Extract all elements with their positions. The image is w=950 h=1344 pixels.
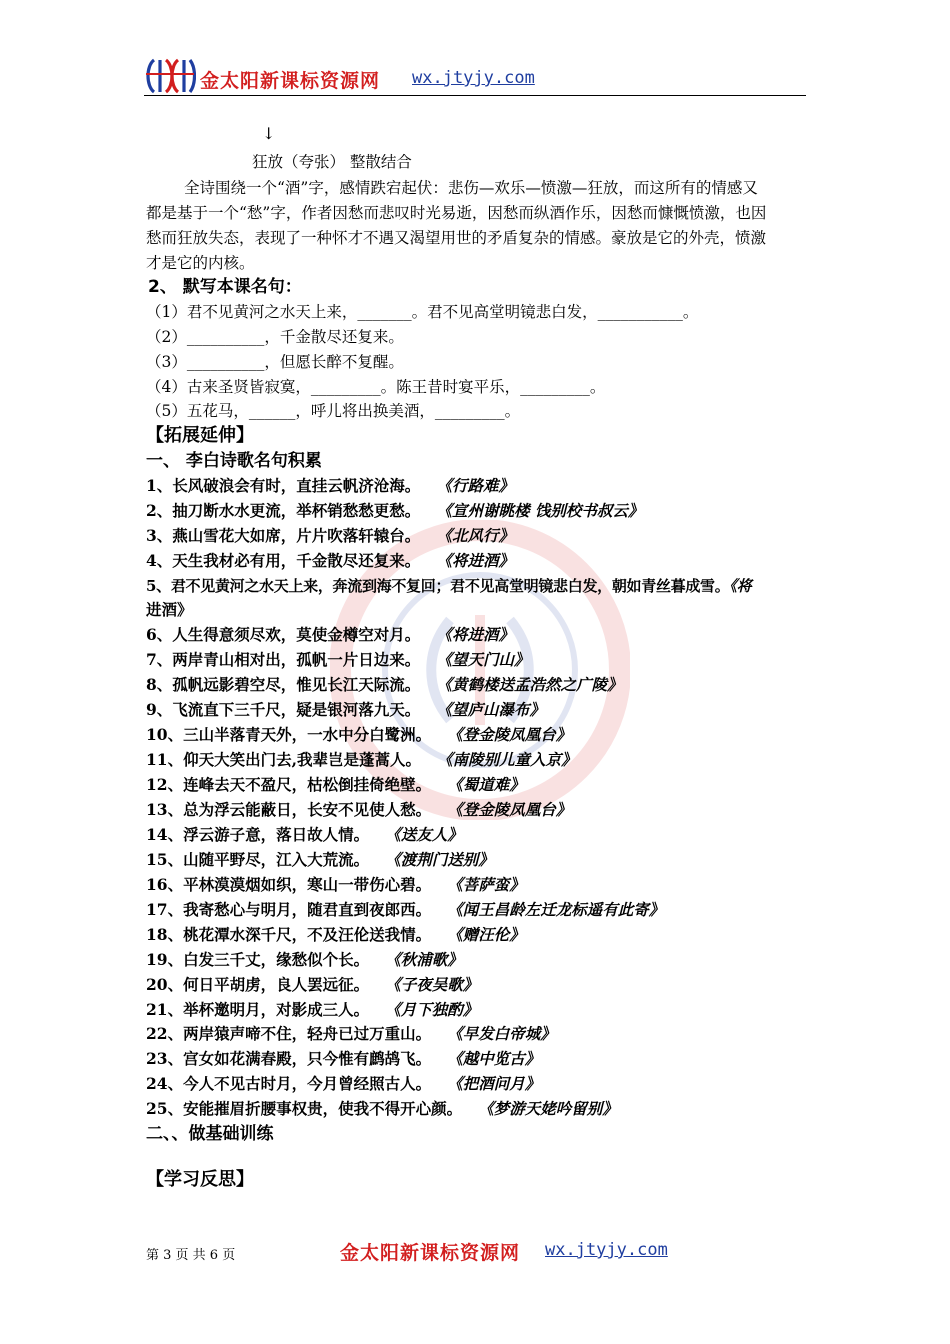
page-number: 第 3 页 共 6 页 [146,1248,236,1263]
page-header [144,52,806,100]
intro-para-line: 都是基于一个“愁”字，作者因愁而悲叹时光易逝，因愁而纵酒作乐，因愁而慷慨愤激，也因 [146,204,767,222]
quote-item: 8、孤帆远影碧空尽，惟见长江天际流。 《黄鹤楼送孟浩然之广陵》 [146,675,623,694]
header-url-link[interactable]: wx.jtyjy.com [412,68,535,88]
quote-item: 22、两岸猿声啼不住，轻舟已过万重山。 《早发白帝城》 [146,1024,556,1043]
brand-logo-icon [144,52,196,100]
quote-item: 4、天生我材必有用，千金散尽还复来。 《将进酒》 [146,551,515,570]
quote-item: 12、连峰去天不盈尺，枯松倒挂倚绝壁。 《蜀道难》 [146,775,525,794]
quote-item: 13、总为浮云能蔽日，长安不见使人愁。 《登金陵凤凰台》 [146,800,572,819]
dictation-item: （4）古来圣贤皆寂寞，_________。陈王昔时宴平乐，_________。 [146,378,606,396]
intro-para-line: 全诗围绕一个“酒”字，感情跌宕起伏：悲伤—欢乐—愤激—狂放，而这所有的情感又 [184,179,758,197]
footer-url-link[interactable]: wx.jtyjy.com [545,1240,668,1260]
quote-item: 5、君不见黄河之水天上来，奔流到海不复回；君不见高堂明镜悲白发，朝如青丝暮成雪。《将 [146,577,752,595]
quote-item: 25、安能摧眉折腰事权贵，使我不得开心颜。 《梦游天姥吟留别》 [146,1099,618,1118]
quote-item-continued: 进酒》 [146,600,193,619]
quote-item: 17、我寄愁心与明月，随君直到夜郎西。 《闻王昌龄左迁龙标遥有此寄》 [146,900,665,919]
dictation-item: （1）君不见黄河之水天上来，_______。君不见高堂明镜悲白发，___________。 [146,303,699,321]
dictation-title: 2、 默写本课名句： [148,277,302,297]
quote-item: 20、何日平胡虏，良人罢远征。 《子夜吴歌》 [146,975,479,994]
dictation-item: （2）__________，千金散尽还复来。 [146,328,404,346]
quote-item: 3、燕山雪花大如席，片片吹落轩辕台。 《北风行》 [146,526,515,545]
quote-item: 7、两岸青山相对出，孤帆一片日边来。 《望天门山》 [146,650,530,669]
basic-training-heading: 二、、做基础训练 [146,1124,274,1144]
quote-item: 19、白发三千丈，缘愁似个长。 《秋浦歌》 [146,950,463,969]
quote-item: 23、宫女如花满春殿，只今惟有鹧鸪飞。 《越中览古》 [146,1049,541,1068]
quote-item: 10、三山半落青天外，一水中分白鹭洲。 《登金陵凤凰台》 [146,725,572,744]
quote-item: 18、桃花潭水深千尺，不及汪伦送我情。 《赠汪伦》 [146,925,525,944]
intro-para-line: 才是它的内核。 [146,254,255,272]
quote-item: 16、平林漠漠烟如织，寒山一带伤心碧。 《菩萨蛮》 [146,875,525,894]
footer-brand-name: 金太阳新课标资源网 [340,1242,521,1264]
reflection-title: 【学习反思】 [146,1169,254,1190]
quote-item: 6、人生得意须尽欢，莫使金樽空对月。 《将进酒》 [146,625,515,644]
quote-item: 9、飞流直下三千尺，疑是银河落九天。 《望庐山瀑布》 [146,700,546,719]
intro-caption: 狂放（夸张） 整散结合 [252,153,412,171]
flow-arrow: ↓ [262,124,276,143]
poetry-quotes-heading: 一、 李白诗歌名句积累 [146,451,322,471]
quote-item: 24、今人不见古时月，今月曾经照古人。 《把酒问月》 [146,1074,541,1093]
quote-item: 11、仰天大笑出门去,我辈岂是蓬蒿人。 《南陵别儿童入京》 [146,750,577,769]
quote-item: 2、抽刀断水水更流，举杯销愁愁更愁。 《宣州谢眺楼 饯别校书叔云》 [146,501,644,520]
intro-para-line: 愁而狂放失态，表现了一种怀才不遇又渴望用世的矛盾复杂的情感。豪放是它的外壳，愤激 [146,229,767,247]
quote-item: 1、长风破浪会有时，直挂云帆济沧海。 《行路难》 [146,476,515,495]
quote-item: 15、山随平野尽，江入大荒流。 《渡荆门送别》 [146,850,494,869]
header-brand-name: 金太阳新课标资源网 [200,70,381,92]
dictation-item: （5）五花马，______，呼儿将出换美酒，_________。 [146,402,521,420]
dictation-item: （3）__________，但愿长醉不复醒。 [146,353,404,371]
quote-item: 21、举杯邀明月，对影成三人。 《月下独酌》 [146,1000,479,1019]
extension-title: 【拓展延伸】 [146,425,254,446]
header-divider [144,95,806,96]
quote-item: 14、浮云游子意，落日故人情。 《送友人》 [146,825,463,844]
